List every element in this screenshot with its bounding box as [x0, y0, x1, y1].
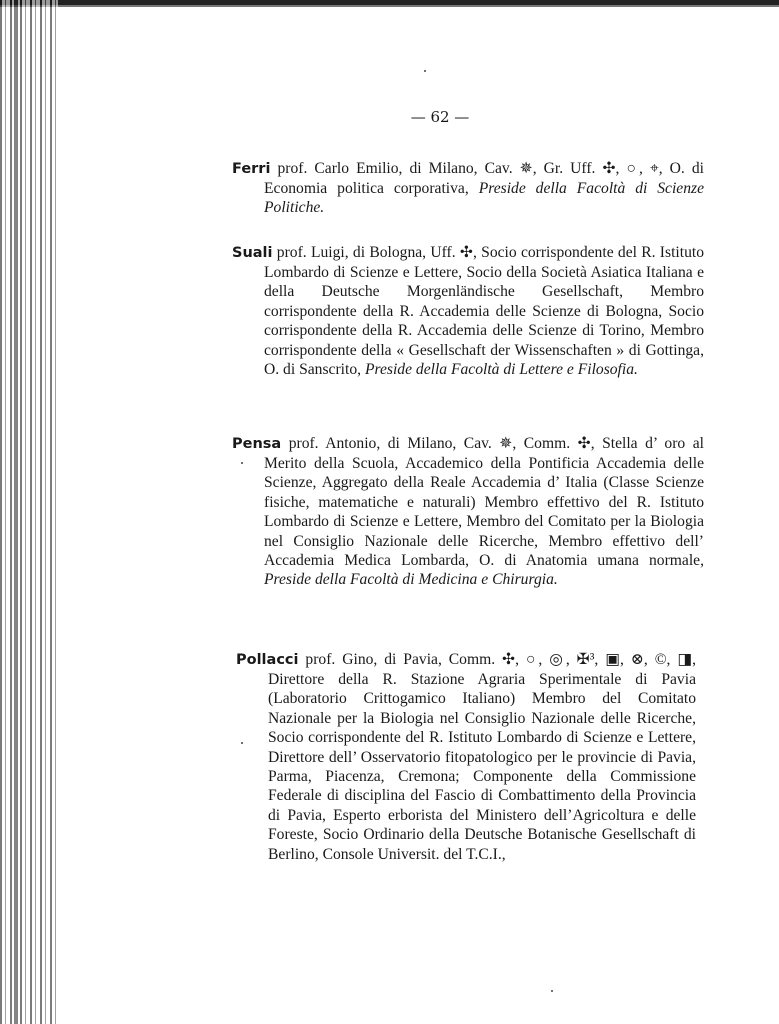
- entry-role: Preside della Facoltà di Scienze Politiche.: [264, 180, 705, 217]
- entry-ferri: [232, 159, 704, 218]
- scan-speck: [241, 742, 243, 744]
- entry-text: prof. Luigi, di Bologna, Uff. ✣, Socio corrispondente del R. Istituto Lombardo di Scienze e Lettere, Socio della Società Asiatica Italiana e della Deutsche Morgenländische Gesellschaft, Membro corrispondente della R. Accademia delle Scienze di Bologna, Socio corrispondente della R. Accademia delle Scienze di Torino, Membro corrispondente della « Gesellschaft der Wissenschaften » di Gottinga, O. di Sanscrito,: [264, 243, 704, 379]
- entry-text: prof. Antonio, di Milano, Cav. ✵, Comm. ✣, Stella d’ oro al Merito della Scuola, Accademico della Pontificia Accademia delle Scienze, Aggregato della Reale Accademia d’ Italia (Classe Scienze fisiche, matematiche e naturali) Membro effettivo del R. Istituto Lombardo di Scienze e Lettere, Membro del Comitato per la Biologia nel Consiglio Nazionale delle Ricerche, Membro effettivo dell’ Accademia Medica Lombarda, O. di Anatomia umana normale,: [264, 434, 704, 570]
- scan-speck: [551, 990, 553, 992]
- entry-text: prof. Carlo Emilio, di Milano, Cav. ✵, Gr. Uff. ✣, ○, ⌖, O. di Economia politica corporativa,: [264, 159, 704, 197]
- entry-name: Suali: [232, 244, 273, 261]
- page-number: — 62 —: [410, 108, 470, 126]
- entry-role: Preside della Facoltà di Lettere e Filosofia.: [364, 361, 638, 379]
- entry-role: Preside della Facoltà di Medicina e Chirurgia.: [264, 571, 558, 589]
- entry-pensa: [232, 434, 704, 590]
- entry-pollacci: [236, 650, 696, 864]
- entry-text: prof. Gino, di Pavia, Comm. ✣, ○, ◎, ✠³, ▣, ⊗, ©, ◨, Direttore della R. Stazione Agraria Sperimentale di Pavia (Laboratorio Crittogamico Italiano) Membro del Comitato Nazionale per la Biologia nel Consiglio Nazionale delle Ricerche, Socio corrispondente del R. Istituto Lombardo di Scienze e Lettere, Direttore dell’ Osservatorio fitopatologico per le provincie di Pavia, Parma, Piacenza, Cremona; Componente della Commissione Federale di disciplina del Fascio di Combattimento della Provincia di Pavia, Esperto erborista del Ministero dell’Agricoltura e delle Foreste, Socio Ordinario della Deutsche Botanische Gesellschaft di Berlino, Console Universit. del T.C.I.,: [268, 650, 697, 863]
- entry-name: Ferri: [232, 160, 271, 177]
- entry-suali: [232, 243, 704, 380]
- scan-speck: [241, 462, 243, 464]
- scan-top-edge: [0, 0, 779, 10]
- scan-binding-edge: [0, 0, 58, 1024]
- scan-speck: [424, 70, 426, 72]
- entry-name: Pensa: [232, 435, 282, 452]
- entry-name: Pollacci: [236, 651, 299, 668]
